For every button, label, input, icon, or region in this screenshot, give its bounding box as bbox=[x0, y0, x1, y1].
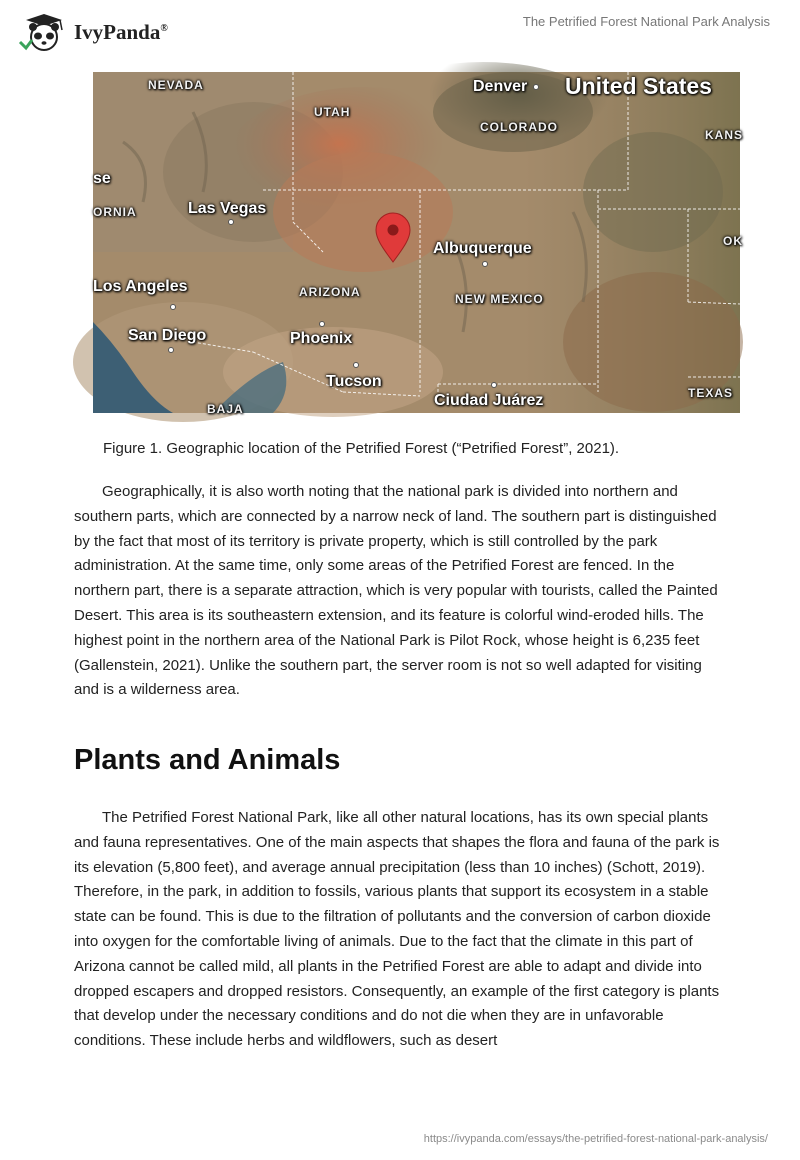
map-label-ok: OK bbox=[723, 234, 743, 248]
body-paragraph-2: The Petrified Forest National Park, like all other natural locations, has its own special plants and fauna representatives. One of the main aspects that shapes the flora and fauna of the park is its elevation (5,800 feet), and average annual precipitation (less than 10 inches) (Schott, 2019). Therefore, in the park, in addition to fossils, various plants that support its ecosystem in a stable state can be found. This is due to the filtration of pollutants and the conversion of carbon dioxide into oxygen for the comfortable living of animals. Due to the fact that the climate in this part of Arizona cannot be called mild, all plants in the Petrified Forest are able to adapt and divide into dropped escapers and dropped resistors. Consequently, an example of the first category is plants that develop under the necessary conditions and do not die when they are in unfavorable conditions. These include herbs and wildflowers, such as desert bbox=[74, 809, 720, 1050]
page-header bbox=[0, 0, 800, 62]
map-label-tucson: Tucson bbox=[326, 373, 382, 390]
section-heading: Plants and Animals bbox=[74, 744, 341, 776]
map-label-arizona: ARIZONA bbox=[299, 285, 361, 299]
map-label-utah: UTAH bbox=[314, 105, 351, 119]
logo-text: IvyPanda® bbox=[74, 19, 168, 44]
map-label-kans: KANS bbox=[705, 128, 744, 142]
map-label-ornia: ORNIA bbox=[93, 205, 137, 219]
map-label-las-vegas: Las Vegas bbox=[188, 200, 267, 217]
ivypanda-logo[interactable] bbox=[16, 12, 168, 52]
map-label-united-states: United States bbox=[565, 73, 712, 99]
map-label-baja: BAJA bbox=[207, 402, 244, 416]
body-paragraph-1: Geographically, it is also worth noting that the national park is divided into northern and southern parts, which are connected by a narrow neck of land. The southern part is distinguished by the fact that most of its territory is private property, which is still controlled by the park administration. At the same time, only some areas of the Petrified Forest are fenced. In the northern part, there is a separate attraction, which is very popular with tourists, called the Painted Desert. This area is its southeastern extension, and its feature is colorful wind-eroded hills. The highest point in the northern area of the National Park is Pilot Rock, whose height is 6,235 feet (Gallenstein, 2021). Unlike the southern part, the server room is not so well adapted for visiting and is a wilderness area. bbox=[74, 483, 718, 699]
document-title: The Petrified Forest National Park Analysis bbox=[522, 14, 770, 29]
map-label-ciudad-juarez: Ciudad Juárez bbox=[434, 392, 544, 409]
footer-source-link[interactable]: https://ivypanda.com/essays/the-petrified-forest-national-park-analysis/ bbox=[423, 1133, 768, 1145]
panda-logo-icon bbox=[16, 12, 72, 52]
map-label-se: se bbox=[93, 170, 111, 187]
map-label-albuquerque: Albuquerque bbox=[433, 240, 532, 257]
satellite-map-image bbox=[93, 72, 740, 413]
map-figure bbox=[93, 72, 744, 416]
figure-caption: Figure 1. Geographic location of the Petrified Forest (“Petrified Forest”, 2021). bbox=[103, 440, 620, 457]
map-label-san-diego: San Diego bbox=[128, 327, 207, 344]
map-label-texas: TEXAS bbox=[688, 386, 734, 400]
map-label-phoenix: Phoenix bbox=[290, 330, 353, 347]
registered-mark: ® bbox=[160, 22, 168, 34]
map-label-los-angeles: Los Angeles bbox=[93, 278, 188, 295]
map-label-nevada: NEVADA bbox=[148, 78, 204, 92]
map-label-new-mexico: NEW MEXICO bbox=[455, 292, 544, 306]
map-label-denver: Denver bbox=[473, 78, 528, 95]
map-label-colorado: COLORADO bbox=[480, 120, 558, 134]
